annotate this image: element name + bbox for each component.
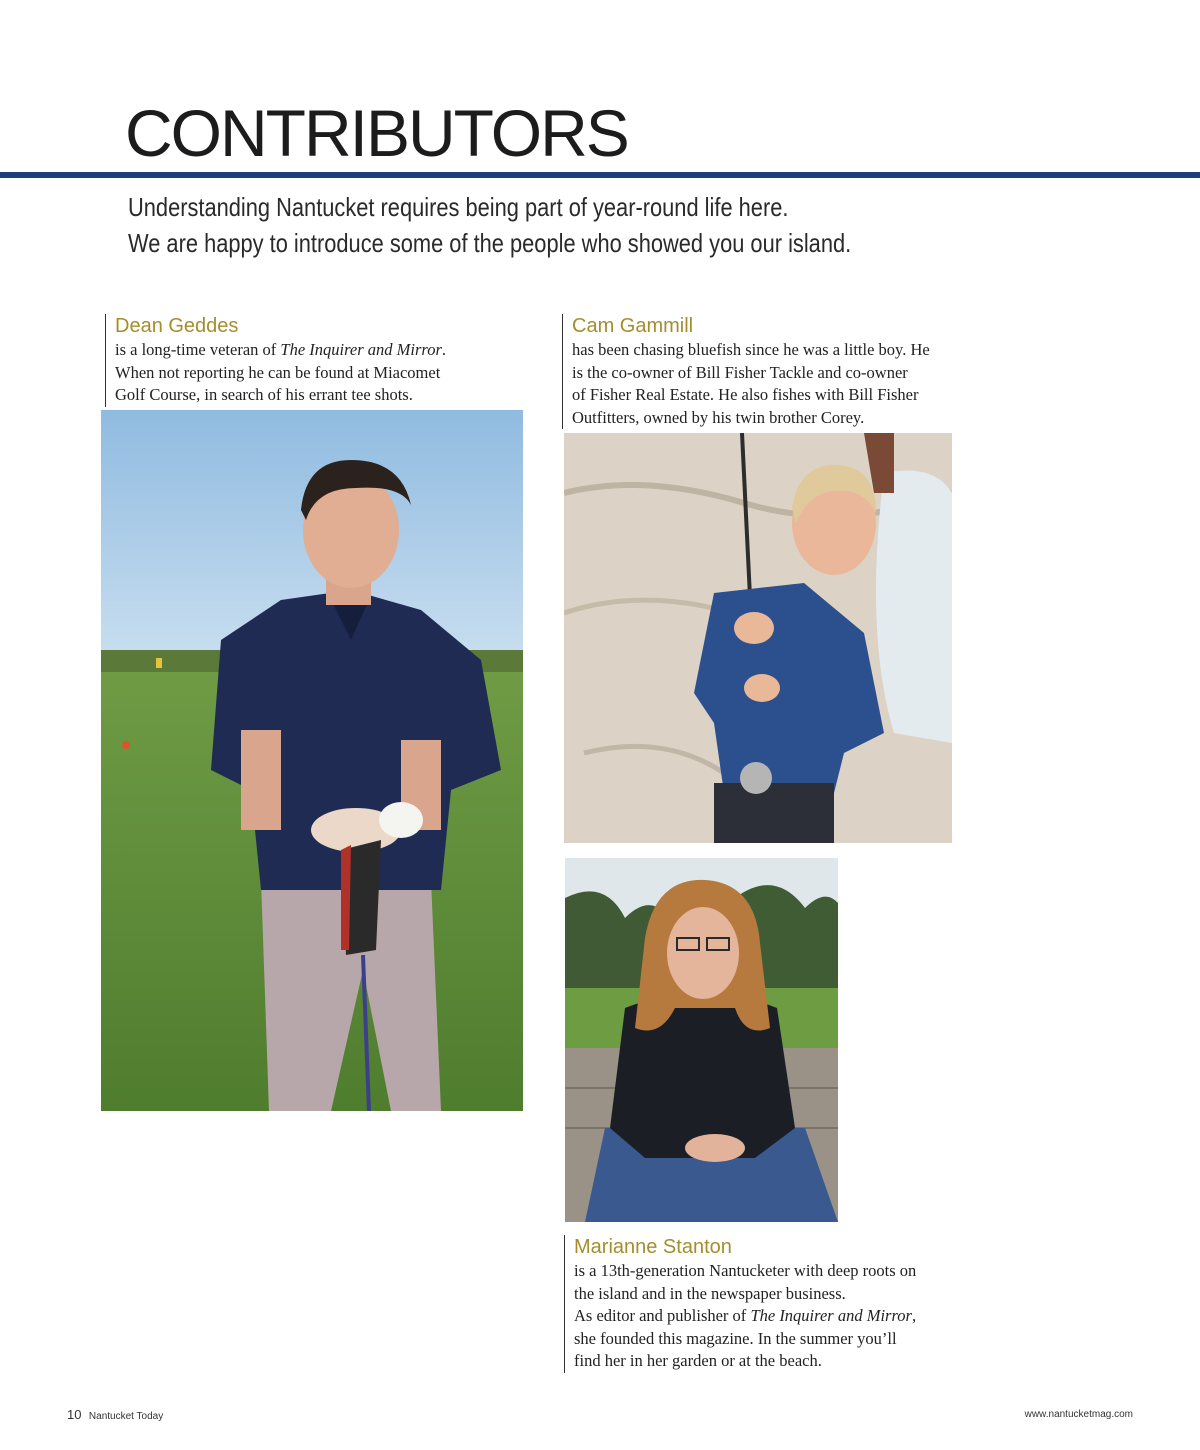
contributor-bio: is a long-time veteran of The Inquirer and Mirror. When not reporting he can be found at Miacomet Golf Course, in search of his errant tee shots.: [115, 340, 447, 404]
intro-line-1: Understanding Nantucket requires being part of year-round life here.: [128, 192, 789, 222]
contributor-name: Cam Gammill: [572, 315, 694, 337]
contributor-name: Marianne Stanton: [574, 1236, 732, 1258]
photo-dean-geddes: [101, 410, 523, 1111]
bio-dean-geddes: [105, 314, 446, 407]
contributor-bio: is a 13th-generation Nantucketer with deep roots on the island and in the newspaper business. As editor and publisher of The Inquirer and Mirror, she founded this magazine. In the summer you’ll find her in her garden or at the beach.: [574, 1261, 917, 1370]
footer-left: [67, 1406, 163, 1424]
page-title: CONTRIBUTORS: [125, 96, 628, 170]
publication-name: Nantucket Today: [88, 1411, 164, 1422]
title-rule: [0, 172, 1200, 178]
publication-title: The Inquirer and Mirror: [280, 340, 442, 359]
bio-marianne-stanton: [564, 1235, 916, 1373]
photo-cam-gammill: [564, 433, 952, 843]
intro-line-2: We are happy to introduce some of the people who showed you our island.: [128, 228, 852, 258]
photo-marianne-stanton: [565, 858, 838, 1222]
contributor-name: Dean Geddes: [115, 315, 239, 337]
intro-text: [128, 189, 851, 261]
page-number: 10: [67, 1407, 82, 1422]
publication-title: The Inquirer and Mirror: [750, 1306, 912, 1325]
website-link[interactable]: www.nantucketmag.com: [1024, 1409, 1133, 1420]
contributor-bio: has been chasing bluefish since he was a little boy. He is the co-owner of Bill Fisher Tackle and co-owner of Fisher Real Estate. He also fishes with Bill Fisher Outfitters, owned by his twin brother Corey.: [572, 340, 930, 427]
bio-cam-gammill: [562, 314, 930, 429]
